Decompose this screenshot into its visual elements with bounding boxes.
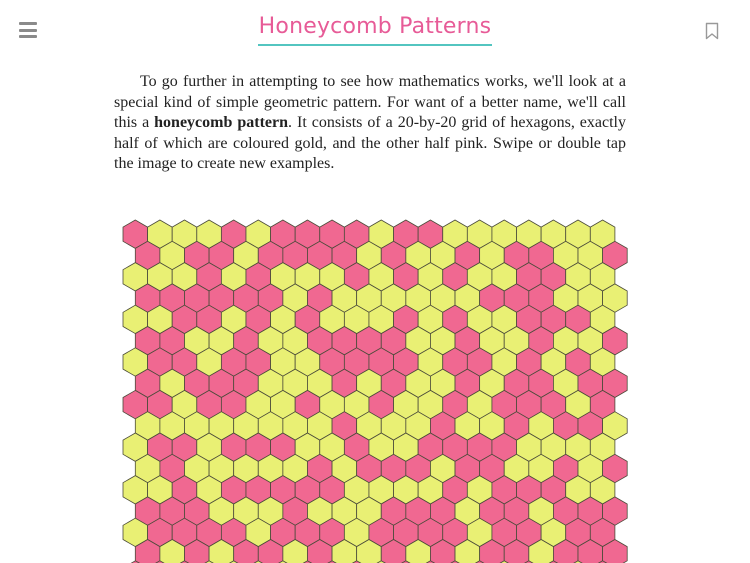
page-title: Honeycomb Patterns — [0, 14, 750, 46]
paragraph-intro-text: To go further in attempting to see how mathematics works, we'll look at a special kind of simple geometric pattern. For want of a better name, we'll call this a — [114, 73, 626, 131]
intro-paragraph — [114, 72, 626, 175]
honeycomb-grid[interactable] — [118, 212, 628, 563]
bookmark-icon — [705, 22, 719, 40]
honeycomb-figure[interactable] — [118, 212, 628, 563]
honeycomb-term: honeycomb pattern — [154, 114, 289, 131]
bookmark-button[interactable] — [705, 22, 719, 40]
paragraph-rest-text: . It consists of a 20-by-20 grid of hexagons, exactly half of which are coloured gold, and the other half pink. Swipe or double tap the image to create new examples. — [114, 114, 626, 172]
